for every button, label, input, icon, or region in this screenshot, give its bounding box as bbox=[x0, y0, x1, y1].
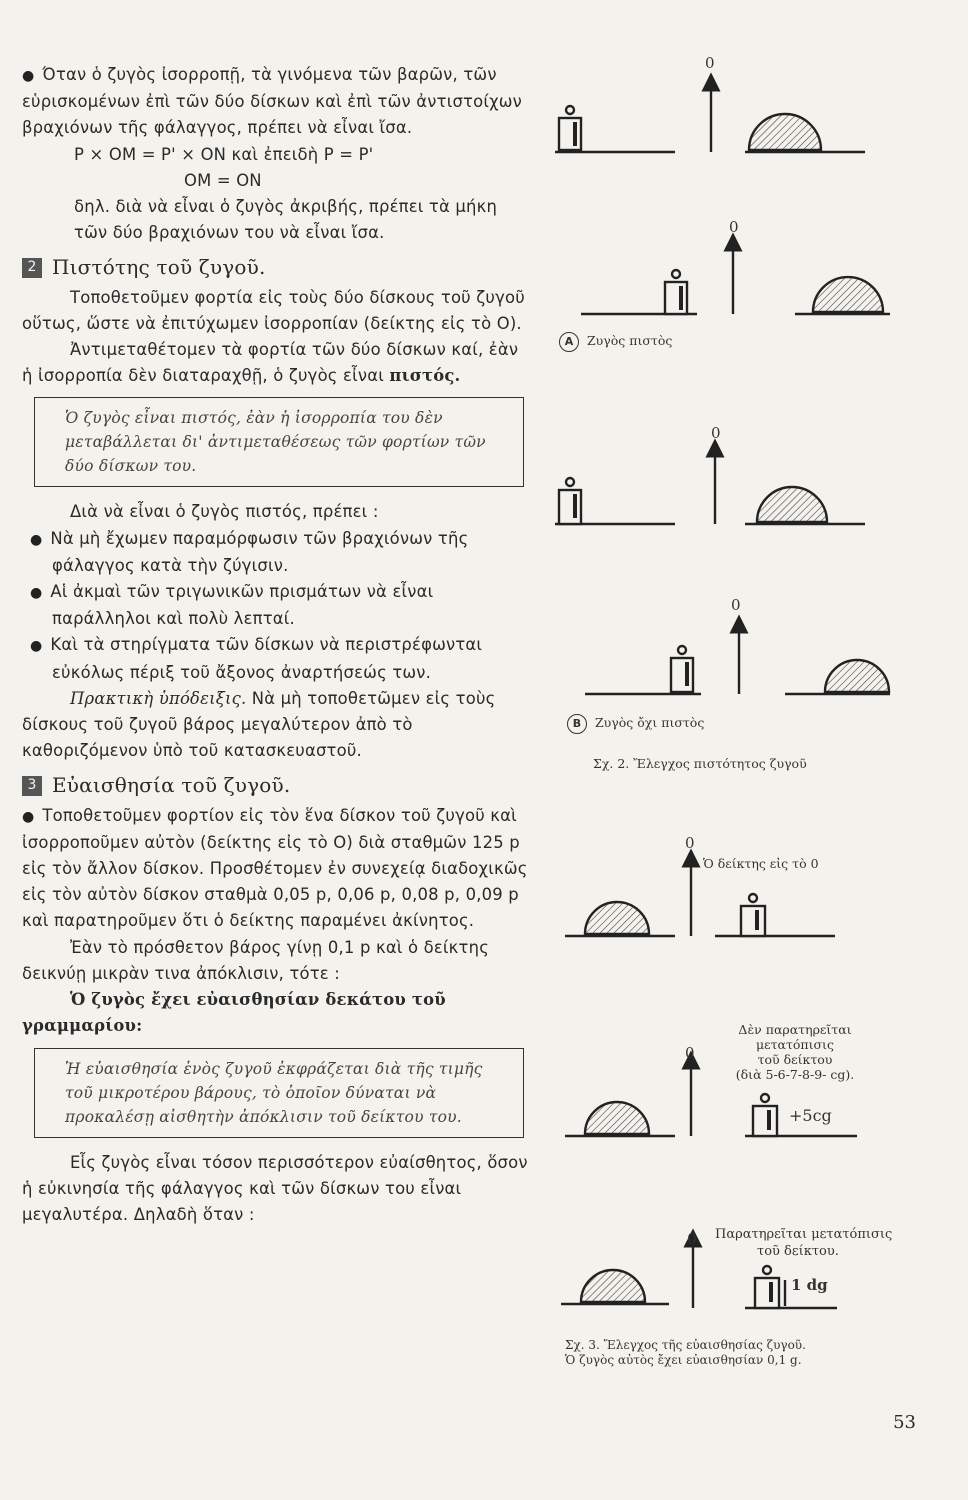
bullet-item: ● Αἱ ἀκμαὶ τῶν τριγωνικῶν πρισμάτων νὰ εἶναι παράλληλοι καὶ πολὺ λεπταί. bbox=[22, 579, 534, 632]
zero-mark: 0 bbox=[731, 596, 741, 614]
hatched-load-icon bbox=[749, 114, 821, 150]
figure-label-b: B Ζυγὸς ὄχι πιστὸς bbox=[567, 714, 704, 734]
hatched-load-icon bbox=[585, 1102, 649, 1134]
paragraph: Τοποθετοῦμεν φορτία εἰς τοὺς δύο δίσκους τοῦ ζυγοῦ οὕτως, ὥστε νὰ ἐπιτύχωμεν ἰσορροπίαν (δείκτης εἰς τὸ Ο). bbox=[22, 287, 525, 333]
bold-statement: Ὁ ζυγὸς ἔχει εὐαισθησίαν δεκάτου τοῦ γραμμαρίου: bbox=[22, 990, 446, 1036]
weight-icon bbox=[671, 658, 693, 692]
page-number: 53 bbox=[893, 1412, 916, 1433]
weight-icon bbox=[559, 490, 581, 524]
conclusion-paragraph: δηλ. διὰ νὰ εἶναι ὁ ζυγὸς ἀκριβής, πρέπει τὰ μήκη τῶν δύο βραχιόνων του νὰ εἶναι ἴσα. bbox=[74, 197, 498, 243]
one-dg-label: 1 dg bbox=[791, 1276, 828, 1294]
main-text-column bbox=[22, 62, 534, 1228]
section-number: 3 bbox=[22, 776, 42, 796]
section-heading-sensitivity bbox=[22, 772, 534, 798]
bullet-item: ● Νὰ μὴ ἔχωμεν παραμόρφωσιν τῶν βραχιόνων τῆς φάλαγγος κατὰ τὴν ζύγισιν. bbox=[22, 526, 534, 579]
section-heading-fidelity bbox=[22, 254, 534, 280]
label-letter: A bbox=[559, 332, 579, 352]
figure-label-a: A Ζυγὸς πιστὸς bbox=[559, 332, 672, 352]
equation-line-2: OM = ON bbox=[184, 170, 262, 190]
section-title: Πιστότης τοῦ ζυγοῦ. bbox=[52, 255, 266, 280]
paragraph: Εἷς ζυγὸς εἶναι τόσον περισσότερον εὐαίσθητος, ὅσον ἡ εὐκινησία τῆς φάλαγγος καὶ τῶν δίσκων του εἶναι μεγαλυτέρα. Δηλαδὴ ὅταν : bbox=[22, 1152, 528, 1224]
weight-icon bbox=[559, 118, 581, 150]
hatched-load-icon bbox=[757, 487, 827, 522]
section-title: Εὐαισθησία τοῦ ζυγοῦ. bbox=[52, 773, 291, 798]
equation-line-1: P × OM = P' × ON καὶ ἐπειδὴ P = P' bbox=[74, 144, 374, 164]
intro-paragraph: ● Όταν ὁ ζυγὸς ἰσορροπῇ, τὰ γινόμενα τῶν βαρῶν, τῶν εὑρισκομένων ἐπὶ τῶν δύο δίσκων καὶ ἐπὶ τῶν ἀντιστοίχων βραχιόνων τῆς φάλαγγος, πρέπει νὰ εἶναι ἴσα. bbox=[22, 62, 534, 142]
weight-icon bbox=[753, 1106, 777, 1136]
paragraph: Ἐὰν τὸ πρόσθετον βάρος γίνῃ 0,1 p καὶ ὁ δείκτης δεικνύῃ μικρὰν τινα ἀπόκλισιν, τότε : bbox=[22, 937, 490, 983]
figure-caption-2: Σχ. 2. Ἔλεγχος πιστότητος ζυγοῦ bbox=[593, 756, 807, 771]
zero-mark: 0 bbox=[687, 1230, 697, 1248]
practical-note: Πρακτικὴ ὑπόδειξις. Νὰ μὴ τοποθετῶμεν εἰς τοὺς δίσκους τοῦ ζυγοῦ βάρος μεγαλύτερον ἀπὸ τὸ καθοριζόμενον ὑπὸ τοῦ κατασκευαστοῦ. bbox=[22, 688, 496, 761]
shift-note: Παρατηρεῖται μετατόπισις τοῦ δείκτου. bbox=[715, 1227, 893, 1259]
hatched-load-icon bbox=[825, 660, 889, 692]
weight-icon bbox=[741, 906, 765, 936]
paragraph: Ἀντιμεταθέτομεν τὰ φορτία τῶν δύο δίσκων καί, ἐὰν ἡ ἰσορροπία δὲν διαταραχθῇ, ὁ ζυγὸς εἶναι πιστός. bbox=[22, 340, 519, 386]
bold-term: πιστός. bbox=[389, 366, 461, 386]
zero-mark: 0 bbox=[711, 424, 721, 442]
section-number: 2 bbox=[22, 258, 42, 278]
paragraph: Διὰ νὰ εἶναι ὁ ζυγὸς πιστός, πρέπει : bbox=[70, 502, 379, 522]
no-shift-note: Δὲν παρατηρεῖται μετατόπισις τοῦ δείκτου (διὰ 5-6-7-8-9- cg). bbox=[735, 1022, 855, 1082]
zero-mark: 0 bbox=[705, 54, 715, 72]
bullet-item: ● Καὶ τὰ στηρίγματα τῶν δίσκων νὰ περιστρέφωνται εὐκόλως πέριξ τοῦ ἄξονος ἀναρτήσεώς των. bbox=[22, 632, 534, 685]
zero-mark: 0 bbox=[685, 1044, 695, 1062]
paragraph: ● Τοποθετοῦμεν φορτίον εἰς τὸν ἕνα δίσκον τοῦ ζυγοῦ καὶ ἰσορροποῦμεν αὐτὸν (δείκτης εἰς τὸ Ο) διὰ σταθμῶν 125 p εἰς τὸν ἄλλον δίσκον. Προσθέτομεν ἐν συνεχείᾳ διαδοχικῶς εἰς τὸν αὐτὸν δίσκον σταθμὰ 0,05 p, 0,06 p, 0,08 p, 0,09 p καὶ παρατηροῦμεν ὅτι ὁ δείκτης παραμένει ἀκίνητος. bbox=[22, 803, 534, 935]
zero-mark: 0 bbox=[729, 218, 739, 236]
weight-icon bbox=[755, 1278, 779, 1308]
figures-column bbox=[545, 40, 955, 1400]
weight-icon bbox=[665, 282, 687, 314]
added-weight-label: +5cg bbox=[789, 1106, 832, 1125]
figure-caption-3: Σχ. 3. Ἔλεγχος τῆς εὐαισθησίας ζυγοῦ. Ὁ ζυγὸς αὐτὸς ἔχει εὐαισθησίαν 0,1 g. bbox=[565, 1338, 806, 1367]
definition-box: Ἡ εὐαισθησία ἑνὸς ζυγοῦ ἐκφράζεται διὰ τῆς τιμῆς τοῦ μικροτέρου βάρους, τὸ ὁποῖον δύναται νὰ προκαλέσῃ αἰσθητὴν ἀπόκλισιν τοῦ δείκτου του. bbox=[34, 1048, 524, 1138]
hatched-load-icon bbox=[581, 1270, 645, 1302]
hatched-load-icon bbox=[813, 277, 883, 312]
definition-box: Ὁ ζυγὸς εἶναι πιστός, ἐὰν ἡ ἰσορροπία του δὲν μεταβάλλεται δι' ἀντιμεταθέσεως τῶν φορτίων τῶν δύο δίσκων του. bbox=[34, 397, 524, 487]
hatched-load-icon bbox=[585, 902, 649, 934]
zero-mark: 0 bbox=[685, 834, 695, 852]
pointer-note: Ὁ δείκτης εἰς τὸ 0 bbox=[703, 856, 819, 871]
label-letter: B bbox=[567, 714, 587, 734]
